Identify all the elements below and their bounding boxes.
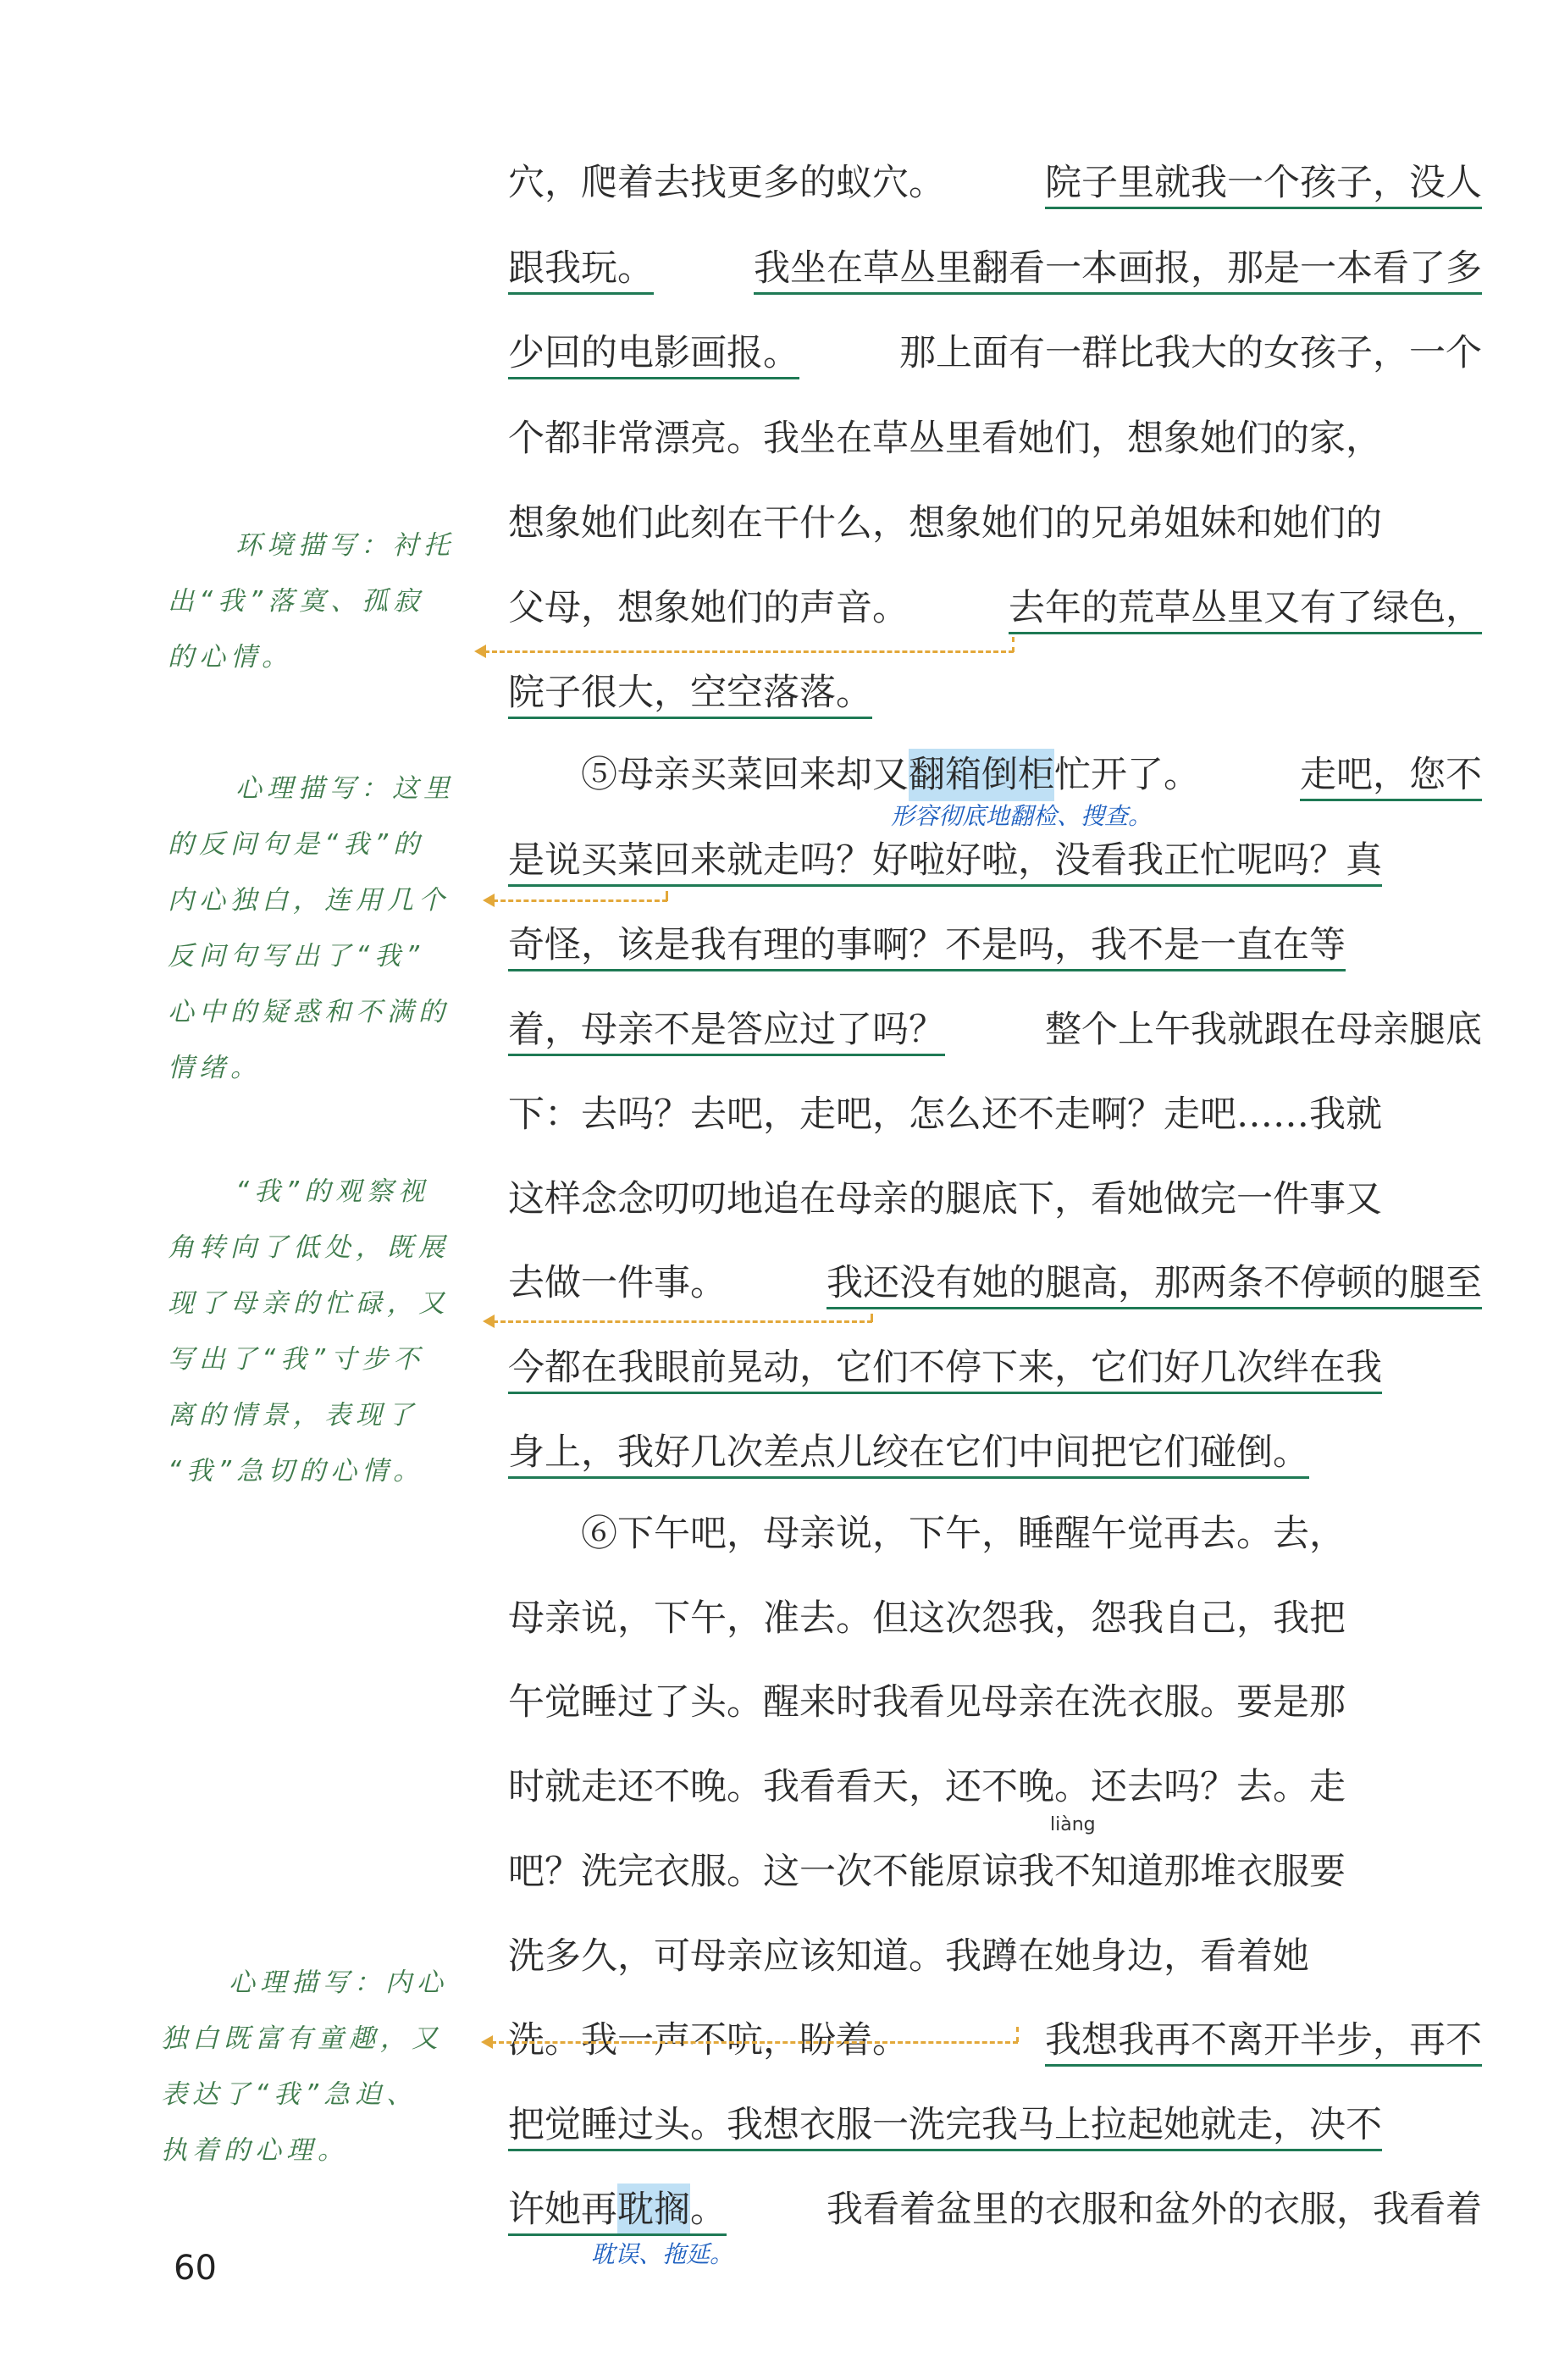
text-line [508, 157, 1482, 209]
text-line [508, 1173, 1482, 1226]
underlined-segment: 去年的荒草丛里又有了绿色， [1009, 582, 1482, 634]
note-line: 环境描写：衬托 [235, 530, 455, 561]
margin-note-psychology-2 [161, 1955, 483, 2178]
note-line: 出“我”落寞、孤寂 [168, 586, 425, 617]
underlined-segment: 我想我再不离开半步，再不 [1045, 2014, 1482, 2067]
page-number: 60 [174, 2249, 217, 2288]
text-segment: 午觉睡过了头。醒来时我看见母亲在洗衣服。要是那 [508, 1681, 1346, 1724]
text-segment: ⑥下午吧，母亲说，下午，睡醒午觉再去。去， [581, 1513, 1346, 1555]
text-segment: ⑤母亲买菜回来却又 [581, 754, 909, 796]
text-line [508, 1592, 1482, 1645]
margin-note-psychology-1 [168, 761, 489, 1096]
text-segment: 母亲说，下午，准去。但这次怨我，怨我自己，我把 [508, 1597, 1346, 1640]
underlined-segment: 我还没有她的腿高，那两条不停顿的腿至 [827, 1257, 1482, 1309]
text-segment: 这样念念叨叨地追在母亲的腿底下，看她做完一件事又 [508, 1178, 1382, 1220]
text-segment: 下：去吗？去吧，走吧，怎么还不走啊？走吧……我就 [508, 1093, 1382, 1136]
note-line: 独白既富有童趣，又 [161, 2023, 443, 2054]
highlighted-term: 翻箱倒柜 [909, 749, 1054, 801]
underlined-segment: 我坐在草丛里翻看一本画报，那是一本看了多 [754, 242, 1482, 295]
text-segment: 忙开了。 [1054, 754, 1200, 796]
text-line [508, 667, 1482, 719]
text-segment: 吧？洗完衣服。这一次不能原谅我不知道那堆衣服要 [508, 1851, 1346, 1893]
note-line: 离的情景，表现了 [168, 1400, 418, 1431]
text-segment: 父母，想象她们的声音。 [508, 587, 909, 629]
text-line [508, 497, 1482, 550]
highlighted-term: 耽搁 [617, 2184, 690, 2236]
note-line: 心中的疑惑和不满的 [168, 997, 450, 1027]
note-line: 的心情。 [168, 642, 293, 672]
text-segment: 那上面有一群比我大的女孩子，一个 [899, 332, 1482, 374]
note-line: 执着的心理。 [161, 2135, 349, 2166]
note-line: 现了母亲的忙碌，又 [168, 1288, 450, 1319]
note-line: 情绪。 [168, 1053, 262, 1083]
text-segment: 个都非常漂亮。我坐在草丛里看她们，想象她们的家， [508, 418, 1382, 460]
note-line: “我”急切的心情。 [168, 1456, 425, 1486]
text-line [508, 1508, 1482, 1560]
text-line [508, 834, 1482, 887]
note-line: 写出了“我”寸步不 [168, 1344, 425, 1375]
underlined-segment: 今都在我眼前晃动，它们不停下来，它们好几次绊在我 [508, 1342, 1382, 1394]
text-line [508, 2099, 1482, 2151]
text-segment: 洗。我一声不吭，盼着。 [508, 2019, 909, 2062]
underlined-segment: 走吧，您不 [1300, 749, 1482, 801]
text-line [508, 1676, 1482, 1729]
text-line [508, 582, 1482, 634]
note-line: 心理描写：内心 [229, 1968, 448, 1998]
underlined-segment: 把觉睡过头。我想衣服一洗完我马上拉起她就走，决不 [508, 2099, 1382, 2151]
text-line [508, 2184, 1482, 2236]
note-line: 内心独白，连用几个 [168, 885, 450, 916]
underlined-segment: 是说买菜回来就走吗？好啦好啦，没看我正忙呢吗？真 [508, 834, 1382, 887]
margin-note-perspective [168, 1164, 489, 1499]
text-line [508, 1930, 1482, 1983]
gloss-fanxiangdaogui: 形容彻底地翻检、搜查。 [891, 802, 1153, 830]
note-line: 心理描写：这里 [235, 773, 455, 804]
text-line [508, 242, 1482, 295]
note-line: 角转向了低处，既展 [168, 1232, 450, 1263]
text-line [508, 327, 1482, 379]
gloss-danke: 耽误、拖延。 [591, 2240, 734, 2268]
text-line [508, 1761, 1482, 1813]
note-line: 反问句写出了“我” [168, 941, 425, 971]
note-line: 表达了“我”急迫、 [161, 2079, 418, 2110]
text-segment: 时就走还不晚。我看看天，还不晚。还去吗？去。走 [508, 1766, 1346, 1808]
underlined-segment: 许她再 [508, 2184, 617, 2236]
pinyin-liang: liàng [1050, 1814, 1096, 1835]
text-line [508, 1004, 1482, 1056]
text-line [508, 1088, 1482, 1141]
underlined-segment: 着，母亲不是答应过了吗？ [508, 1004, 945, 1056]
text-segment: 洗多久，可母亲应该知道。我蹲在她身边，看着她 [508, 1935, 1309, 1978]
text-segment: 想象她们此刻在干什么，想象她们的兄弟姐妹和她们的 [508, 502, 1382, 545]
note-line: 的反问句是“我”的 [168, 829, 425, 860]
note-line: “我”的观察视 [235, 1176, 430, 1207]
text-line [508, 1257, 1482, 1309]
underlined-segment: 院子里就我一个孩子，没人 [1045, 157, 1482, 209]
underlined-segment: 院子很大，空空落落。 [508, 667, 872, 719]
underlined-segment: 身上，我好几次差点儿绞在它们中间把它们碰倒。 [508, 1426, 1309, 1479]
text-line [508, 1846, 1482, 1898]
text-line [508, 412, 1482, 465]
text-line [508, 1342, 1482, 1394]
text-line [508, 1426, 1482, 1479]
text-line [508, 919, 1482, 971]
text-segment: 去做一件事。 [508, 1262, 727, 1304]
margin-note-environment [168, 518, 489, 685]
text-segment: 我看着盆里的衣服和盆外的衣服，我看着 [827, 2189, 1482, 2231]
underlined-segment: 少回的电影画报。 [508, 327, 799, 379]
text-segment: 整个上午我就跟在母亲腿底 [1045, 1009, 1482, 1051]
text-segment: 穴，爬着去找更多的蚁穴。 [508, 162, 945, 204]
underlined-segment: 。 [690, 2184, 727, 2236]
underlined-segment: 奇怪，该是我有理的事啊？不是吗，我不是一直在等 [508, 919, 1346, 971]
text-line [508, 2014, 1482, 2067]
underlined-segment: 跟我玩。 [508, 242, 654, 295]
text-line [508, 749, 1482, 801]
